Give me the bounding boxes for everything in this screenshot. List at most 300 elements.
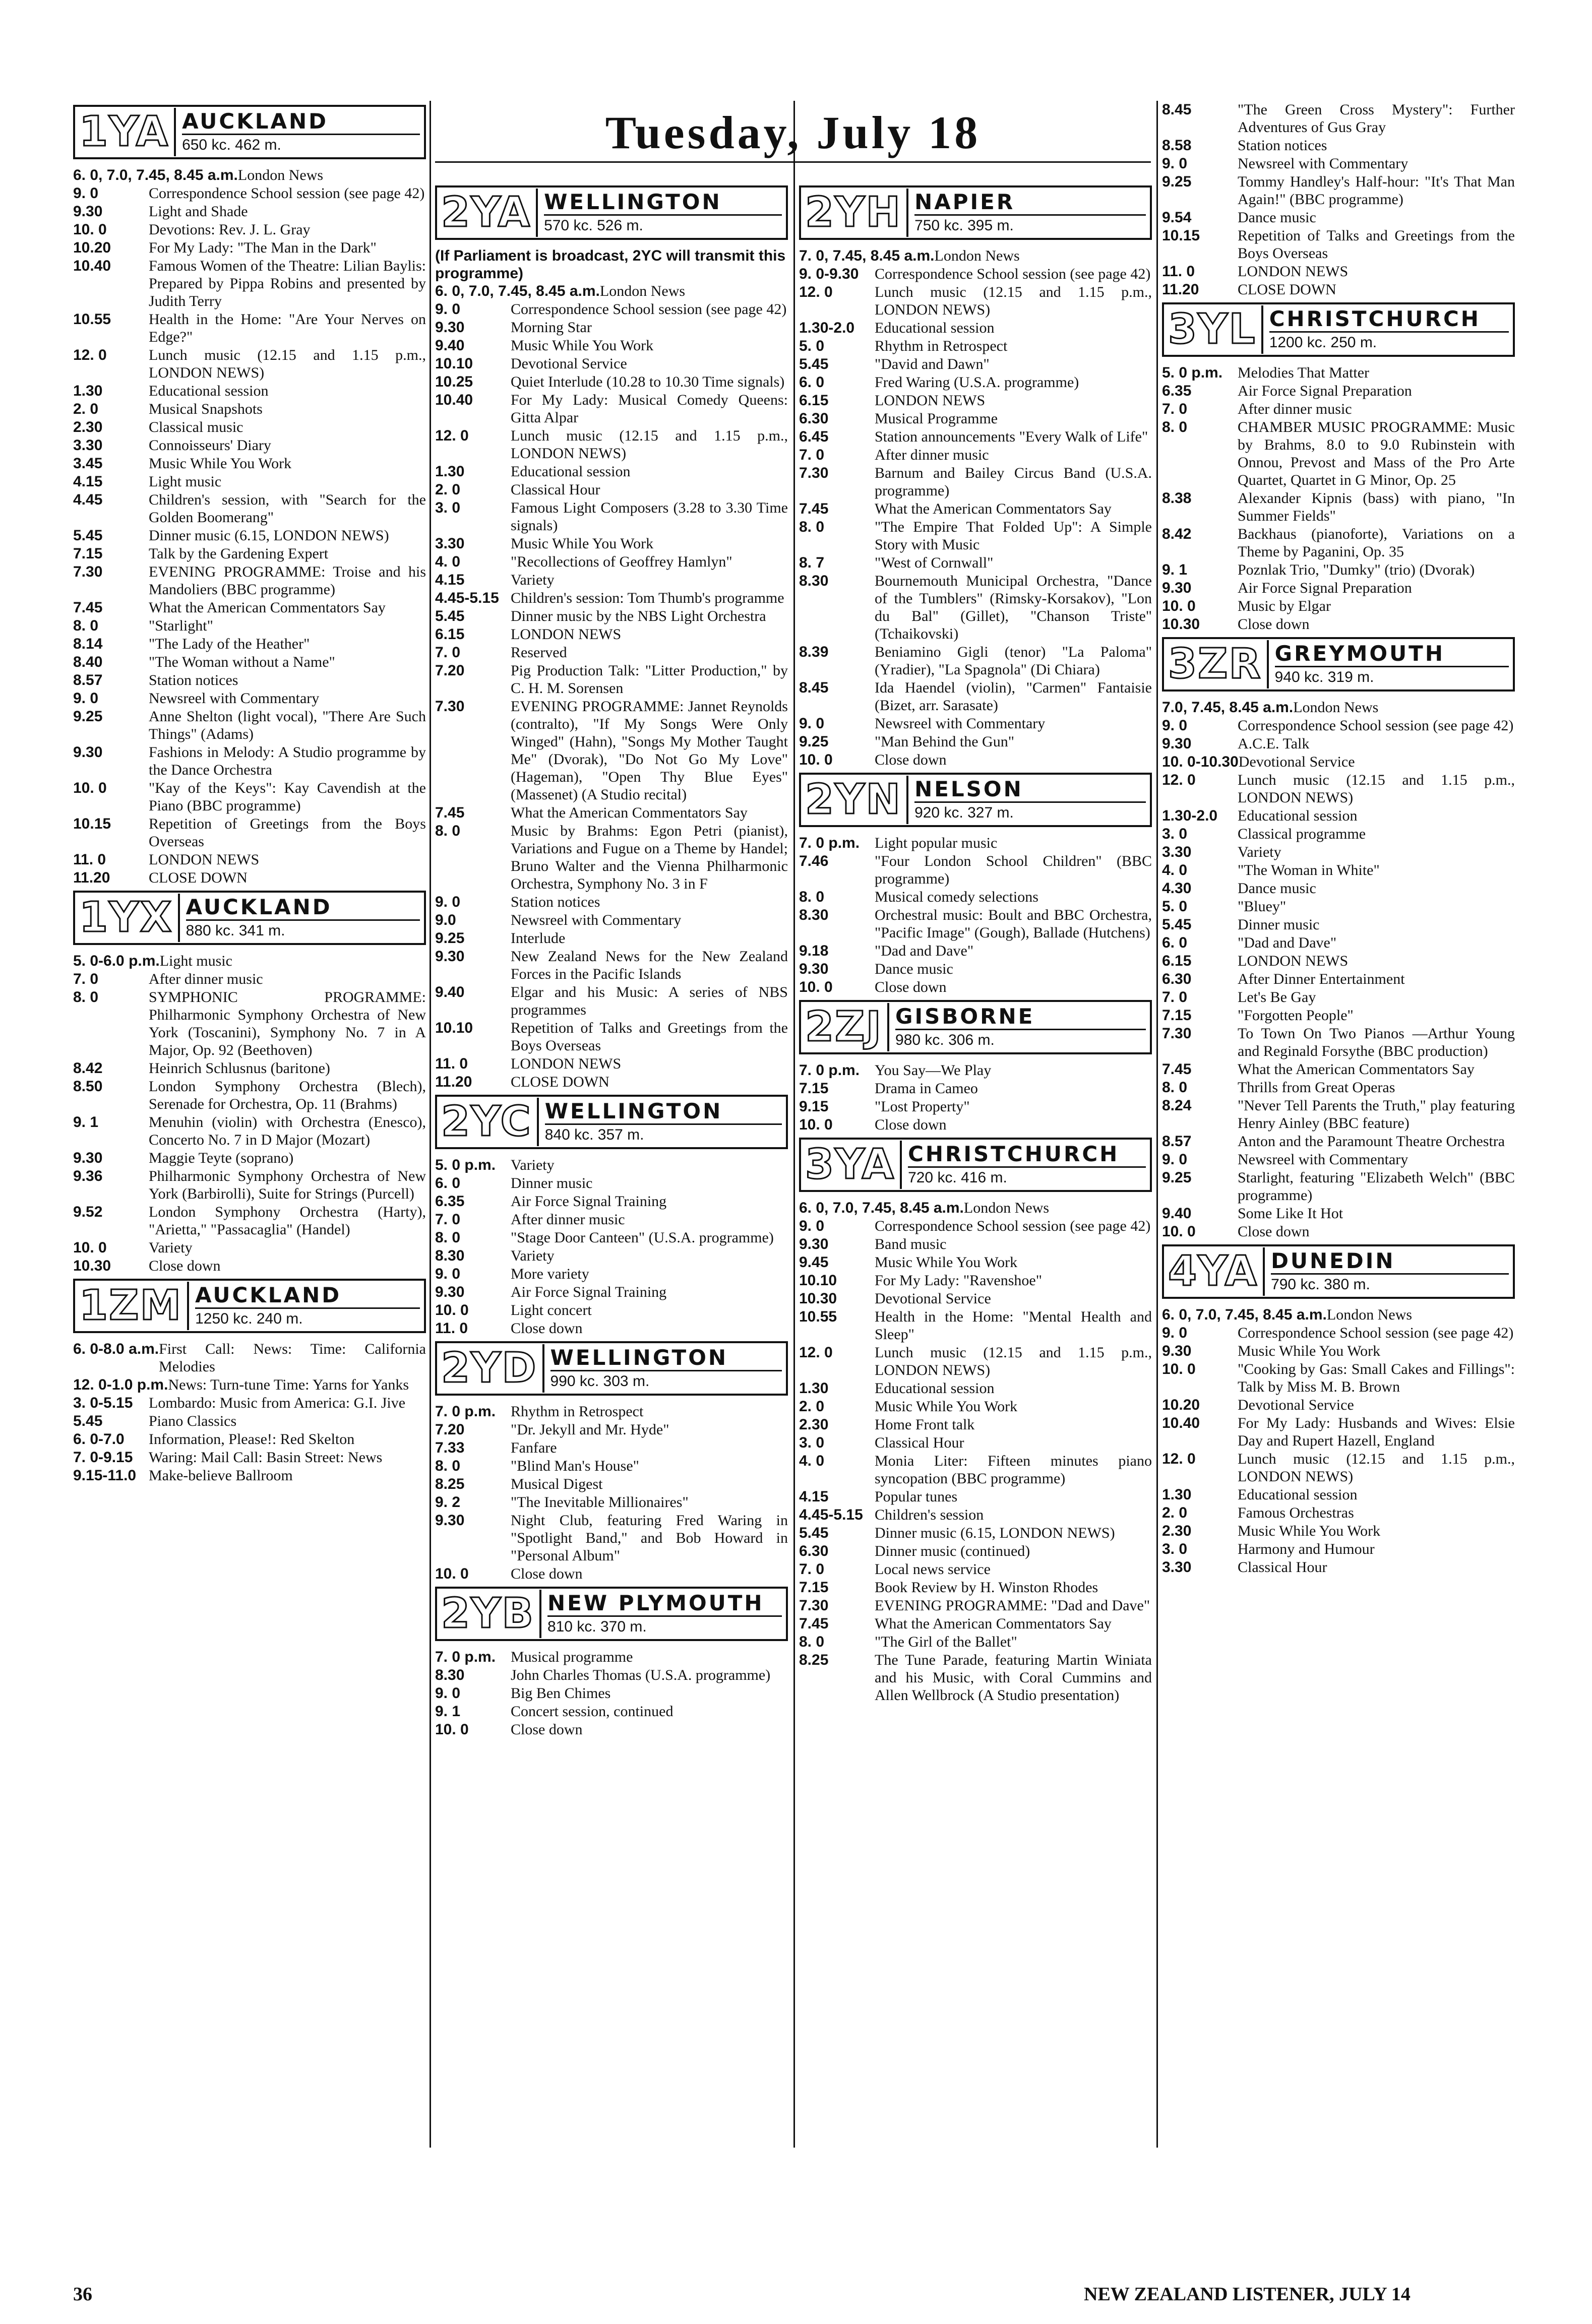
schedule-row	[73, 708, 426, 743]
schedule-description: Variety	[511, 1247, 555, 1264]
schedule-row	[73, 473, 426, 490]
publication-footer: NEW ZEALAND LISTENER, JULY 14	[1084, 2284, 1411, 2305]
schedule-row	[435, 463, 788, 480]
schedule-time: 9.45	[799, 1254, 829, 1271]
schedule-time: 10. 0	[435, 1721, 469, 1738]
schedule-row	[435, 911, 788, 929]
schedule-description: Piano Classics	[149, 1413, 237, 1429]
station-city: AUCKLAND	[182, 109, 420, 135]
schedule-time: 11. 0	[1162, 263, 1195, 280]
schedule-row	[435, 319, 788, 336]
schedule-time: 8.24	[1162, 1097, 1192, 1114]
schedule-description: "Dr. Jekyll and Mr. Hyde"	[511, 1421, 669, 1438]
schedule-time: 2. 0	[435, 481, 461, 498]
schedule-row	[799, 319, 1152, 337]
schedule-time: 3.30	[1162, 1559, 1192, 1576]
schedule-row	[799, 852, 1152, 888]
schedule-row	[435, 644, 788, 661]
schedule-row	[1162, 281, 1515, 298]
schedule-time: 7.20	[435, 1421, 465, 1438]
schedule-row	[799, 428, 1152, 446]
schedule-row	[435, 1457, 788, 1475]
schedule-time: 10. 0	[435, 1302, 469, 1318]
schedule-time: 10.25	[435, 373, 473, 390]
schedule-description: Pig Production Talk: "Litter Production," by C. H. M. Sorensen	[511, 662, 788, 697]
schedule-description: Music by Elgar	[1238, 598, 1331, 614]
schedule-time: 3.30	[435, 535, 465, 552]
station-block	[435, 185, 788, 1091]
schedule-row	[799, 1253, 1152, 1271]
schedule-description: For My Lady: "Ravenshoe"	[875, 1272, 1042, 1289]
schedule-description: Famous Light Composers (3.28 to 3.30 Time signals)	[511, 499, 788, 534]
schedule-row	[435, 1648, 788, 1666]
station-header	[1162, 1244, 1515, 1299]
schedule-description: What the American Commentators Say	[511, 804, 748, 821]
schedule-time: 7.45	[73, 599, 103, 616]
schedule-time: 6.45	[799, 428, 829, 445]
schedule-description: Light and Shade	[149, 203, 248, 220]
schedule-row	[435, 1666, 788, 1684]
column-rule	[793, 101, 795, 2148]
schedule-time: 3.45	[73, 455, 103, 472]
schedule-description: Educational session	[149, 383, 269, 399]
schedule-row	[1162, 155, 1515, 172]
schedule-row	[799, 834, 1152, 852]
schedule-time: 9. 0	[1162, 155, 1188, 172]
schedule-time: 8.39	[799, 644, 829, 660]
schedule-description: Local news service	[875, 1561, 991, 1578]
schedule-time: 8. 0	[435, 1458, 461, 1474]
schedule-description: After dinner music	[511, 1211, 625, 1228]
schedule-time: 8.57	[73, 672, 103, 688]
schedule-description: Musical Programme	[875, 410, 998, 427]
schedule-description: Poznlak Trio, "Dumky" (trio) (Dvorak)	[1238, 561, 1475, 578]
schedule-description: Station announcements "Every Walk of Life"	[875, 428, 1148, 445]
schedule-time: 12. 0	[799, 284, 833, 300]
schedule-description: Music While You Work	[511, 535, 654, 552]
schedule-time: 9.15	[799, 1098, 829, 1115]
schedule-row	[799, 554, 1152, 572]
schedule-row	[73, 166, 426, 184]
schedule-description: London News	[237, 167, 324, 183]
schedule-description: Heinrich Schlusnus (baritone)	[149, 1060, 330, 1077]
schedule-time: 10. 0	[73, 1239, 107, 1256]
schedule-time: 6. 0-7.0	[73, 1431, 125, 1448]
schedule-row	[799, 1308, 1152, 1343]
schedule-row	[799, 392, 1152, 409]
schedule-description: SYMPHONIC PROGRAMME: Philharmonic Symphony Orchestra of New York (Toscanini), Symphony No. 7 in A Major, Op. 92 (Beethoven)	[149, 989, 426, 1058]
schedule-description: Music While You Work	[149, 455, 292, 472]
schedule-description: "Four London School Children" (BBC programme)	[875, 853, 1152, 887]
schedule-description: Night Club, featuring Fred Waring in "Spotlight Band," and Bob Howard in "Personal Album"	[511, 1512, 788, 1564]
schedule-time: 7.15	[1162, 1007, 1192, 1024]
schedule-description: Devotions: Rev. J. L. Gray	[149, 221, 311, 238]
schedule-row	[1162, 753, 1515, 771]
schedule-time: 1.30-2.0	[1162, 807, 1218, 824]
schedule-row	[435, 1684, 788, 1702]
schedule-row	[799, 715, 1152, 732]
schedule-description: Starlight, featuring "Elizabeth Welch" (BBC programme)	[1238, 1169, 1515, 1204]
station-info	[902, 1142, 1146, 1188]
schedule-row	[435, 1211, 788, 1228]
station-frequency: 720 kc. 416 m.	[908, 1169, 1007, 1186]
schedule-row	[435, 1403, 788, 1420]
schedule-time: 11. 0	[435, 1055, 468, 1072]
schedule-row	[1162, 1025, 1515, 1060]
schedule-row	[1162, 898, 1515, 915]
schedule-row	[799, 373, 1152, 391]
schedule-row	[1162, 934, 1515, 952]
schedule-description: After dinner music	[149, 971, 263, 987]
schedule-time: 9.30	[73, 744, 103, 761]
schedule-description: Air Force Signal Training	[511, 1193, 667, 1210]
schedule-row	[73, 436, 426, 454]
schedule-row	[1162, 209, 1515, 226]
schedule-row	[799, 942, 1152, 960]
schedule-time: 9. 1	[1162, 561, 1188, 578]
station-frequency: 980 kc. 306 m.	[895, 1031, 995, 1048]
schedule-time: 6.15	[1162, 953, 1192, 969]
schedule-time: 10. 0	[1162, 1223, 1196, 1240]
schedule-row	[435, 355, 788, 372]
schedule-time: 7. 0-9.15	[73, 1449, 133, 1466]
schedule-time: 3. 0-5.15	[73, 1395, 133, 1411]
schedule-row	[1162, 1223, 1515, 1240]
schedule-description: Let's Be Gay	[1238, 989, 1316, 1006]
schedule-row	[1162, 489, 1515, 525]
schedule-time: 8. 0	[73, 989, 99, 1006]
schedule-description: London Symphony Orchestra (Blech), Serenade for Orchestra, Op. 11 (Brahms)	[149, 1078, 426, 1112]
schedule-row	[799, 1452, 1152, 1487]
schedule-description: Lombardo: Music from America: G.I. Jive	[149, 1395, 406, 1411]
schedule-time: 4. 0	[435, 553, 461, 570]
schedule-row	[435, 1229, 788, 1246]
schedule-time: 7. 0	[435, 1211, 461, 1228]
schedule-time: 5. 0 p.m.	[1162, 364, 1223, 381]
schedule-row	[435, 1565, 788, 1583]
schedule-row	[73, 545, 426, 562]
station-frequency: 1200 kc. 250 m.	[1269, 334, 1377, 351]
schedule-time: 12. 0	[435, 427, 469, 444]
schedule-row	[435, 822, 788, 893]
schedule-description: Newsreel with Commentary	[511, 912, 682, 928]
schedule-time: 9.30	[73, 1150, 103, 1166]
station-call-sign: 1ZM	[79, 1282, 189, 1330]
schedule-description: Classical Hour	[1238, 1559, 1327, 1576]
schedule-description: Correspondence School session (see page 42)	[875, 266, 1151, 282]
schedule-time: 9.36	[73, 1168, 103, 1184]
schedule-row	[73, 221, 426, 238]
schedule-time: 9.30	[435, 1284, 465, 1300]
schedule-time: 9.30	[1162, 1343, 1192, 1359]
schedule-description: "Dad and Dave"	[875, 943, 974, 959]
schedule-time: 7. 0 p.m.	[435, 1403, 496, 1420]
station-call-sign: 3YL	[1168, 305, 1263, 354]
station-frequency: 650 kc. 462 m.	[182, 136, 281, 153]
schedule-row	[435, 391, 788, 426]
schedule-row	[799, 1615, 1152, 1632]
schedule-description: "The Girl of the Ballet"	[875, 1634, 1017, 1650]
schedule-row	[435, 1073, 788, 1091]
schedule-description: EVENING PROGRAMME: Jannet Reynolds (contralto), "If My Songs Were Only Winged" (Hahn), "Songs My Mother Taught Me" (Dvorak), "Do Not Go My Love" (Hageman), "Open Thy Blue Eyes" (Massenet) (A Studio recital)	[511, 698, 788, 803]
schedule-description: Morning Star	[511, 319, 592, 336]
schedule-row	[73, 952, 426, 970]
schedule-description: "Never Tell Parents the Truth," play featuring Henry Ainley (BBC feature)	[1238, 1097, 1515, 1132]
schedule-time: 11.20	[1162, 281, 1199, 298]
schedule-description: Concert session, continued	[511, 1703, 673, 1720]
schedule-row	[1162, 916, 1515, 933]
schedule-description: "Cooking by Gas: Small Cakes and Fillings": Talk by Miss M. B. Brown	[1238, 1361, 1515, 1395]
schedule-description: Close down	[875, 1116, 947, 1133]
schedule-row	[73, 184, 426, 202]
station-block	[1162, 101, 1515, 298]
schedule-time: 1.30	[435, 463, 465, 480]
schedule-row	[73, 1149, 426, 1167]
schedule-row	[435, 373, 788, 391]
schedule-row	[435, 698, 788, 803]
schedule-description: Music by Brahms: Egon Petri (pianist), Variations and Fugue on a Theme by Handel; Bruno Walter and the Vienna Philharmonic Orchestra, Symphony No. 3 in F	[511, 823, 788, 892]
schedule-description: Orchestral music: Boult and BBC Orchestra, "Pacific Image" (Gough), Ballade (Hutchens)	[875, 907, 1152, 941]
schedule-time: 6.30	[799, 410, 829, 427]
schedule-time: 3. 0	[1162, 1541, 1188, 1557]
schedule-row	[73, 1203, 426, 1238]
station-block	[73, 1279, 426, 1484]
schedule-description: What the American Commentators Say	[875, 1615, 1112, 1632]
schedule-description: Air Force Signal Training	[511, 1284, 667, 1300]
station-info	[189, 1283, 420, 1329]
schedule-time: 6. 0, 7.0, 7.45, 8.45 a.m.	[799, 1200, 964, 1216]
schedule-time: 3. 0	[799, 1434, 825, 1451]
station-header	[435, 1095, 788, 1149]
schedule-time: 1.30	[1162, 1486, 1192, 1503]
schedule-time: 9. 2	[435, 1494, 461, 1511]
schedule-description: Light popular music	[875, 835, 998, 851]
station-block	[435, 1587, 788, 1738]
schedule-description: Dinner music	[1238, 916, 1320, 933]
station-call-sign: 3YA	[805, 1141, 902, 1189]
station-frequency: 1250 kc. 240 m.	[195, 1310, 303, 1327]
station-header	[799, 185, 1152, 240]
schedule-row	[799, 1416, 1152, 1433]
schedule-row	[799, 1524, 1152, 1542]
schedule-description: Children's session: Tom Thumb's programme	[511, 590, 784, 606]
schedule-description: London Symphony Orchestra (Harty), "Arietta," "Passacaglia" (Handel)	[149, 1204, 426, 1238]
schedule-row	[73, 635, 426, 653]
station-info	[538, 190, 782, 236]
schedule-time: 10. 0	[799, 1116, 833, 1133]
schedule-description: Famous Women of the Theatre: Lilian Baylis: Prepared by Pippa Robins and presented by Judith Terry	[149, 258, 426, 309]
schedule-time: 9.30	[435, 1512, 465, 1529]
schedule-description: Rhythm in Retrospect	[511, 1403, 644, 1420]
schedule-time: 9.30	[73, 203, 103, 220]
schedule-row	[73, 988, 426, 1059]
schedule-row	[73, 743, 426, 779]
schedule-description: What the American Commentators Say	[149, 599, 386, 616]
schedule-row	[435, 300, 788, 318]
schedule-row	[1162, 263, 1515, 280]
station-frequency: 920 kc. 327 m.	[914, 804, 1014, 821]
schedule-time: 6. 0-8.0 a.m.	[73, 1341, 159, 1357]
schedule-row	[799, 1379, 1152, 1397]
schedule-time: 7.45	[799, 1615, 829, 1632]
schedule-description: Correspondence School session (see page 42)	[875, 1218, 1151, 1234]
schedule-time: 4.15	[73, 473, 103, 490]
schedule-time: 11. 0	[435, 1320, 468, 1337]
schedule-row	[799, 751, 1152, 769]
schedule-row	[799, 518, 1152, 553]
schedule-time: 10.15	[1162, 227, 1200, 244]
station-frequency: 810 kc. 370 m.	[547, 1618, 647, 1635]
schedule-description: Classical Hour	[875, 1434, 964, 1451]
schedule-row	[799, 1651, 1152, 1704]
station-city: AUCKLAND	[186, 895, 420, 921]
schedule-time: 9.54	[1162, 209, 1192, 226]
schedule-description: Children's session, with "Search for the Golden Boomerang"	[149, 491, 426, 526]
schedule-row	[73, 491, 426, 526]
station-header	[435, 1341, 788, 1396]
schedule-row	[799, 283, 1152, 319]
schedule-row	[799, 1434, 1152, 1452]
schedule-description: Newsreel with Commentary	[149, 690, 320, 707]
station-city: NEW PLYMOUTH	[547, 1591, 782, 1617]
schedule-description: LONDON NEWS	[1238, 953, 1349, 969]
schedule-time: 9.30	[799, 961, 829, 977]
schedule-description: Some Like It Hot	[1238, 1205, 1343, 1222]
schedule-row	[435, 1703, 788, 1720]
station-call-sign: 3ZR	[1168, 640, 1269, 688]
schedule-description: Newsreel with Commentary	[875, 715, 1046, 732]
schedule-row	[73, 617, 426, 635]
schedule-row	[435, 893, 788, 911]
station-header	[1162, 302, 1515, 357]
schedule-row	[1162, 1169, 1515, 1204]
schedule-time: 2. 0	[799, 1398, 825, 1415]
schedule-description: Lunch music (12.15 and 1.15 p.m., LONDON NEWS)	[875, 1344, 1152, 1378]
schedule-time: 5.45	[1162, 916, 1192, 933]
schedule-time: 9. 0	[1162, 717, 1188, 734]
schedule-description: EVENING PROGRAMME: Troise and his Mandoliers (BBC programme)	[149, 563, 426, 598]
schedule-time: 11. 0	[73, 851, 106, 868]
schedule-row	[73, 1257, 426, 1275]
schedule-row	[1162, 400, 1515, 418]
schedule-description: Thrills from Great Operas	[1238, 1079, 1395, 1096]
schedule-row	[1162, 988, 1515, 1006]
schedule-time: 9. 0	[799, 715, 825, 732]
schedule-description: Educational session	[875, 1380, 995, 1397]
schedule-time: 7. 0, 7.45, 8.45 a.m.	[799, 247, 935, 264]
schedule-description: "Lost Property"	[875, 1098, 970, 1115]
schedule-row	[73, 779, 426, 814]
schedule-description: Fashions in Melody: A Studio programme by the Dance Orchestra	[149, 744, 426, 778]
schedule-time: 4.15	[799, 1488, 829, 1505]
column-1	[73, 101, 426, 1485]
schedule-row	[435, 804, 788, 822]
schedule-description: Dinner music (6.15, LONDON NEWS)	[149, 527, 389, 544]
schedule-description: Station notices	[511, 894, 600, 910]
schedule-description: "Blind Man's House"	[511, 1458, 639, 1474]
station-call-sign: 2YN	[805, 776, 908, 824]
schedule-description: "Dad and Dave"	[1238, 934, 1337, 951]
column-4	[1162, 101, 1515, 1577]
schedule-time: 6. 0, 7.0, 7.45, 8.45 a.m.	[1162, 1306, 1327, 1323]
schedule-time: 8. 0	[799, 889, 825, 905]
station-header	[799, 1000, 1152, 1054]
schedule-description: Tommy Handley's Half-hour: "It's That Man Again!" (BBC programme)	[1238, 173, 1515, 208]
schedule-time: 7. 0	[435, 644, 461, 661]
schedule-description: Classical programme	[1238, 826, 1366, 842]
schedule-row	[1162, 952, 1515, 970]
station-frequency: 990 kc. 303 m.	[550, 1372, 650, 1390]
schedule-description: LONDON NEWS	[149, 851, 260, 868]
schedule-row	[799, 733, 1152, 750]
station-frequency: 940 kc. 319 m.	[1274, 668, 1374, 685]
schedule-row	[799, 410, 1152, 427]
schedule-description: Educational session	[875, 320, 995, 336]
station-header	[435, 185, 788, 240]
schedule-row	[435, 1721, 788, 1738]
schedule-row	[435, 427, 788, 462]
schedule-description: Dinner music	[511, 1175, 593, 1191]
schedule-time: 9. 0	[435, 1685, 461, 1702]
schedule-time: 4. 0	[799, 1453, 825, 1469]
schedule-time: 9.25	[799, 733, 829, 750]
title-rule	[435, 161, 1151, 163]
schedule-row	[1162, 1007, 1515, 1024]
schedule-time: 9.25	[435, 930, 465, 947]
schedule-time: 10.55	[73, 311, 111, 328]
schedule-row	[1162, 364, 1515, 382]
schedule-row	[1162, 1097, 1515, 1132]
schedule-description: Light concert	[511, 1302, 592, 1318]
schedule-row	[799, 1560, 1152, 1578]
schedule-row	[435, 535, 788, 552]
schedule-time: 6. 0	[1162, 934, 1188, 951]
schedule-row	[1162, 615, 1515, 633]
schedule-time: 7.20	[435, 662, 465, 679]
page-title: Tuesday, July 18	[605, 107, 981, 158]
schedule-time: 1.30	[73, 383, 103, 399]
schedule-time: 6. 0, 7.0, 7.45, 8.45 a.m.	[435, 283, 600, 299]
schedule-row	[435, 1156, 788, 1174]
schedule-row	[799, 1080, 1152, 1097]
schedule-row	[799, 1272, 1152, 1289]
column-rule	[430, 101, 431, 2148]
station-block	[1162, 637, 1515, 1240]
schedule-description: Make-believe Ballroom	[149, 1467, 293, 1484]
schedule-time: 9. 0-9.30	[799, 266, 859, 282]
schedule-description: A.C.E. Talk	[1238, 735, 1310, 752]
schedule-row	[73, 653, 426, 671]
schedule-description: "Starlight"	[149, 617, 213, 634]
station-call-sign: 2YD	[441, 1344, 544, 1393]
schedule-row	[1162, 1396, 1515, 1414]
schedule-time: 3. 0	[1162, 826, 1188, 842]
station-city: CHRISTCHURCH	[908, 1142, 1146, 1168]
schedule-row	[73, 1430, 426, 1448]
schedule-description: Lunch music (12.15 and 1.15 p.m., LONDON NEWS)	[149, 347, 426, 381]
schedule-row	[73, 455, 426, 472]
schedule-row	[1162, 1450, 1515, 1485]
schedule-row	[799, 1506, 1152, 1524]
schedule-time: 2. 0	[73, 401, 99, 417]
schedule-description: Repetition of Greetings from the Boys Overseas	[149, 815, 426, 850]
schedule-description: You Say—We Play	[875, 1062, 992, 1079]
schedule-row	[73, 671, 426, 689]
schedule-time: 8. 0	[1162, 419, 1188, 435]
schedule-description: Music While You Work	[875, 1398, 1018, 1415]
schedule-description: Educational session	[1238, 1486, 1358, 1503]
schedule-description: Health in the Home: "Mental Health and Sleep"	[875, 1308, 1152, 1343]
